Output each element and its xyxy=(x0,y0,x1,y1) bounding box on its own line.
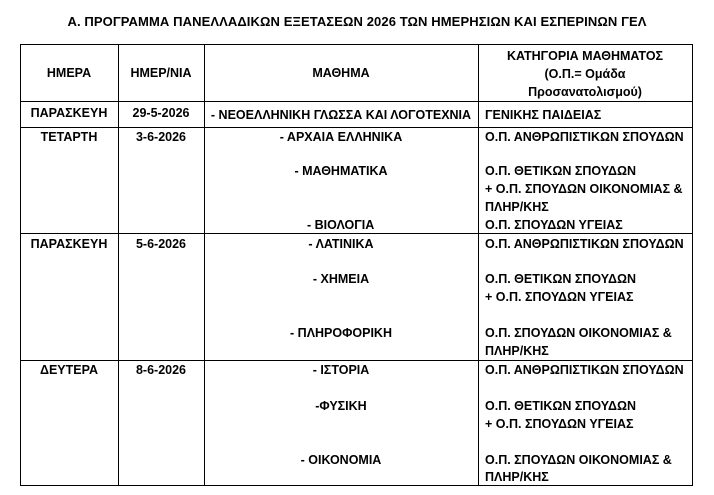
header-category-line2: (Ο.Π.= Ομάδα xyxy=(544,67,626,81)
table-row-category: Ο.Π. ΣΠΟΥΔΩΝ ΟΙΚΟΝΟΜΙΑΣ & xyxy=(485,453,672,467)
row-divider xyxy=(20,233,693,234)
table-row-subject: - ΜΑΘΗΜΑΤΙΚΑ xyxy=(294,164,388,178)
table-border-bottom xyxy=(20,485,693,486)
table-row-category: Ο.Π. ΑΝΘΡΩΠΙΣΤΙΚΩΝ ΣΠΟΥΔΩΝ xyxy=(485,237,684,251)
table-row-subject: - ΙΣΤΟΡΙΑ xyxy=(312,363,370,377)
table-row-category: Ο.Π. ΣΠΟΥΔΩΝ ΟΙΚΟΝΟΜΙΑΣ & xyxy=(485,326,672,340)
table-border-right xyxy=(692,44,693,486)
table-row-subject: - ΒΙΟΛΟΓΙΑ xyxy=(307,218,375,232)
header-date: ΗΜΕΡ/ΝΙΑ xyxy=(130,66,192,80)
row-divider xyxy=(20,127,693,128)
table-row-subject: - ΧΗΜΕΙΑ xyxy=(312,272,370,286)
table-row-date: 8-6-2026 xyxy=(135,363,187,377)
table-row-date: 5-6-2026 xyxy=(135,237,187,251)
table-row-category: ΠΛΗΡ/ΚΗΣ xyxy=(485,470,549,484)
header-day: ΗΜΕΡΑ xyxy=(46,66,92,80)
row-divider xyxy=(20,360,693,361)
table-row-category: Ο.Π. ΘΕΤΙΚΩΝ ΣΠΟΥΔΩΝ xyxy=(485,164,637,178)
table-row-category: Ο.Π. ΘΕΤΙΚΩΝ ΣΠΟΥΔΩΝ xyxy=(485,399,637,413)
table-row-category: Ο.Π. ΑΝΘΡΩΠΙΣΤΙΚΩΝ ΣΠΟΥΔΩΝ xyxy=(485,130,684,144)
table-row-date: 29-5-2026 xyxy=(132,106,190,120)
header-category-line1: ΚΑΤΗΓΟΡΙΑ ΜΑΘΗΜΑΤΟΣ xyxy=(506,49,664,63)
table-row-category: ΠΛΗΡ/ΚΗΣ xyxy=(485,200,549,214)
table-row-subject: -ΦΥΣΙΚΗ xyxy=(315,399,367,413)
table-row-day: ΔΕΥΤΕΡΑ xyxy=(39,363,99,377)
table-row-category: + Ο.Π. ΣΠΟΥΔΩΝ ΥΓΕΙΑΣ xyxy=(485,290,634,304)
table-row-day: ΤΕΤΑΡΤΗ xyxy=(40,130,98,144)
table-row-category: Ο.Π. ΑΝΘΡΩΠΙΣΤΙΚΩΝ ΣΠΟΥΔΩΝ xyxy=(485,363,684,377)
header-row-divider xyxy=(20,101,693,102)
table-row-subject: - ΠΛΗΡΟΦΟΡΙΚΗ xyxy=(290,326,392,340)
header-category-line3: Προσανατολισμού) xyxy=(528,85,642,99)
table-row-subject: - ΟΙΚΟΝΟΜΙΑ xyxy=(300,453,382,467)
table-row-day: ΠΑΡΑΣΚΕΥΗ xyxy=(30,237,108,251)
table-row-category: Ο.Π. ΣΠΟΥΔΩΝ ΥΓΕΙΑΣ xyxy=(485,218,623,232)
table-row-category: + Ο.Π. ΣΠΟΥΔΩΝ ΥΓΕΙΑΣ xyxy=(485,417,634,431)
table-row-day: ΠΑΡΑΣΚΕΥΗ xyxy=(30,106,108,120)
table-row-date: 3-6-2026 xyxy=(135,130,187,144)
header-subject: ΜΑΘΗΜΑ xyxy=(312,66,370,80)
table-row-subject: - ΝΕΟΕΛΛΗΝΙΚΗ ΓΛΩΣΣΑ ΚΑΙ ΛΟΓΟΤΕΧΝΙΑ xyxy=(210,108,472,122)
table-row-subject: - ΑΡΧΑΙΑ ΕΛΛΗΝΙΚΑ xyxy=(279,130,403,144)
table-row-category: + Ο.Π. ΣΠΟΥΔΩΝ ΟΙΚΟΝΟΜΙΑΣ & xyxy=(485,182,683,196)
table-row-category: Ο.Π. ΘΕΤΙΚΩΝ ΣΠΟΥΔΩΝ xyxy=(485,272,637,286)
table-border-top xyxy=(20,44,693,45)
table-row-subject: - ΛΑΤΙΝΙΚΑ xyxy=(308,237,374,251)
document-title: Α. ΠΡΟΓΡΑΜΜΑ ΠΑΝΕΛΛΑΔΙΚΩΝ ΕΞΕΤΑΣΕΩΝ 2026 ΤΩΝ ΗΜΕΡΗΣΙΩΝ ΚΑΙ ΕΣΠΕΡΙΝΩΝ ΓΕΛ xyxy=(67,14,647,29)
table-row-category: ΠΛΗΡ/ΚΗΣ xyxy=(485,344,549,358)
column-divider xyxy=(478,44,479,486)
table-row-category: ΓΕΝΙΚΗΣ ΠΑΙΔΕΙΑΣ xyxy=(485,108,602,122)
